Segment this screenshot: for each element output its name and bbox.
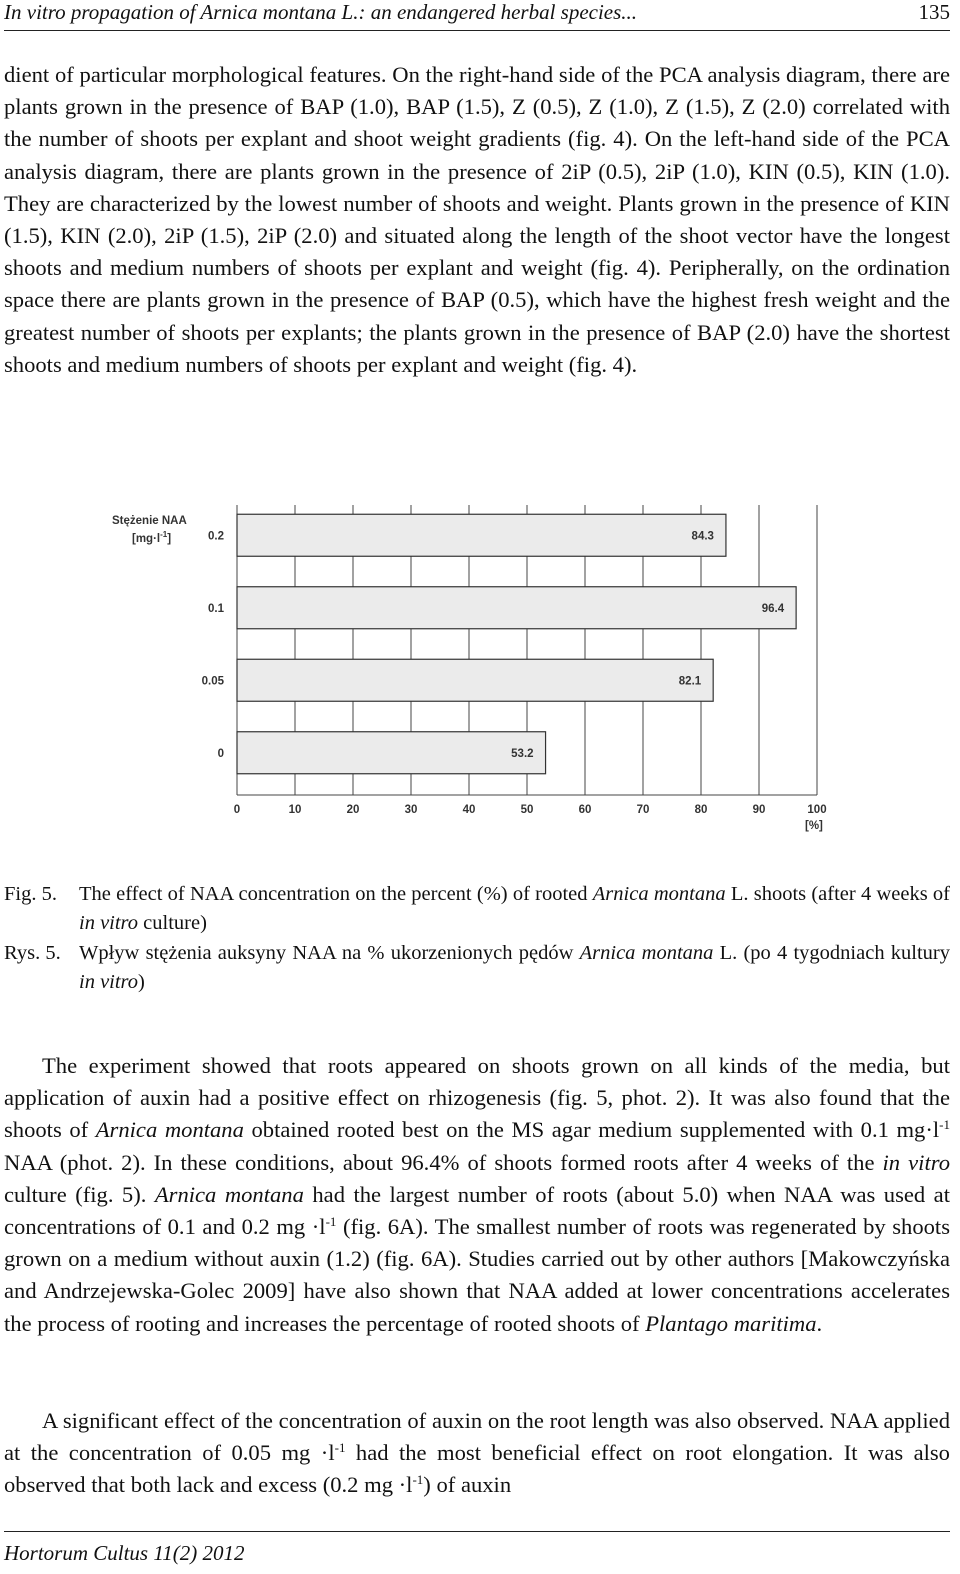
value-label: 82.1 [678, 675, 702, 688]
body-paragraph-3: A significant effect of the concentration of auxin on the root length was also observed. NAA applied at the concentration of 0.05 mg $\cdot l^{-1}$ had the most beneficial effect on root elongation. It was also observed that both lack and excess (0.2 mg $\cdot l^{-1}$) of auxin [4, 1408, 950, 1498]
journal-footer: Hortorum Cultus 11(2) 2012 [4, 1541, 245, 1565]
header-rule [4, 30, 950, 31]
y-axis-unit: $[mg\cdot l^{-1}]$ [132, 530, 172, 545]
x-tick-label: 100 [807, 804, 827, 816]
x-tick-label: 80 [694, 804, 708, 816]
category-label: 0.1 [208, 602, 224, 615]
running-header [4, 0, 950, 30]
category-label: 0.05 [201, 675, 224, 688]
caption-text-pl: Wpływ stężenia auksyny NAA na % ukorzenionych pędów Arnica montana L. (po 4 tygodniach kultury in vitro) [79, 942, 951, 993]
x-tick-label: 70 [636, 804, 650, 816]
value-label: 84.3 [691, 530, 714, 543]
x-tick-label: 50 [520, 804, 534, 816]
x-tick-label: 60 [578, 804, 592, 816]
x-tick-label: 20 [346, 804, 360, 816]
x-tick-label: 40 [462, 804, 476, 816]
x-tick-label: 30 [404, 804, 418, 816]
bar-2 [237, 659, 713, 701]
caption-text-en: The effect of NAA concentration on the percent (%) of rooted Arnica montana L. shoots (after 4 weeks of in vitro culture) [79, 883, 951, 934]
page-number: 135 [918, 0, 950, 24]
caption-label-pl: Rys. 5. [4, 942, 61, 964]
caption-polish [4, 939, 950, 997]
x-axis-unit: [%] [805, 820, 823, 832]
bar-0 [237, 514, 726, 556]
x-tick-label: 90 [752, 804, 766, 816]
category-label: 0 [217, 747, 224, 760]
caption-english [4, 880, 950, 938]
bar-chart-svg [100, 505, 840, 845]
y-axis-title: Stężenie NAA [112, 515, 187, 527]
bar-1 [237, 587, 796, 629]
value-label: 96.4 [761, 602, 785, 615]
figure-5-chart [100, 505, 840, 845]
x-tick-label: 0 [233, 804, 241, 816]
value-label: 53.2 [511, 747, 534, 760]
body-paragraph-2: The experiment showed that roots appeared on shoots grown on all kinds of the media, but application of auxin had a positive effect on rhizogenesis (fig. 5, phot. 2). It was also found that the shoots of Arnica montana obtained rooted best on the MS agar medium supplemented with 0.1 $mg\cdot l^{-1}$ NAA (phot. 2). In these conditions, about 96.4% of shoots formed roots after 4 weeks of the in vitro culture (fig. 5). Arnica montana had the largest number of roots (about 5.0) when NAA was used at concentrations of 0.1 and 0.2 mg $\cdot l^{-1}$ (fig. 6A). The smallest number of roots was regenerated by shoots grown on a medium without auxin (1.2) (fig. 6A). Studies carried out by other authors [Makowczyńska and Andrzejewska-Golec 2009] have also shown that NAA added at lower concentrations accelerates the process of rooting and increases the percentage of rooted shoots of Plantago maritima. [4, 1053, 950, 1336]
footer-rule [4, 1531, 950, 1532]
caption-label-en: Fig. 5. [4, 883, 57, 905]
bar-3 [237, 732, 546, 774]
x-tick-label: 10 [288, 804, 302, 816]
body-paragraph-1: dient of particular morphological features. On the right-hand side of the PCA analysis diagram, there are plants grown in the presence of BAP (1.0), BAP (1.5), Z (0.5), Z (1.0), Z (1.5), Z (2.0) correlated with the number of shoots per explant and shoot weight gradients (fig. 4). On the left-hand side of the PCA analysis diagram, there are plants grown in the presence of 2iP (0.5), 2iP (1.0), KIN (0.5), KIN (1.0). They are characterized by the lowest number of shoots and weight. Plants grown in the presence of KIN (1.5), KIN (2.0), 2iP (1.5), 2iP (2.0) and situated along the length of the shoot vector have the longest shoots and medium numbers of shoots per explant and weight (fig. 4). Peripherally, on the ordination space there are plants grown in the presence of BAP (0.5), which have the highest fresh weight and the greatest number of shoots per explants; the plants grown in the presence of BAP (2.0) have the shortest shoots and medium numbers of shoots per explant and weight (fig. 4). [4, 62, 950, 377]
running-title: In vitro propagation of Arnica montana L.: an endangered herbal species... [4, 0, 638, 24]
category-label: 0.2 [208, 530, 224, 543]
